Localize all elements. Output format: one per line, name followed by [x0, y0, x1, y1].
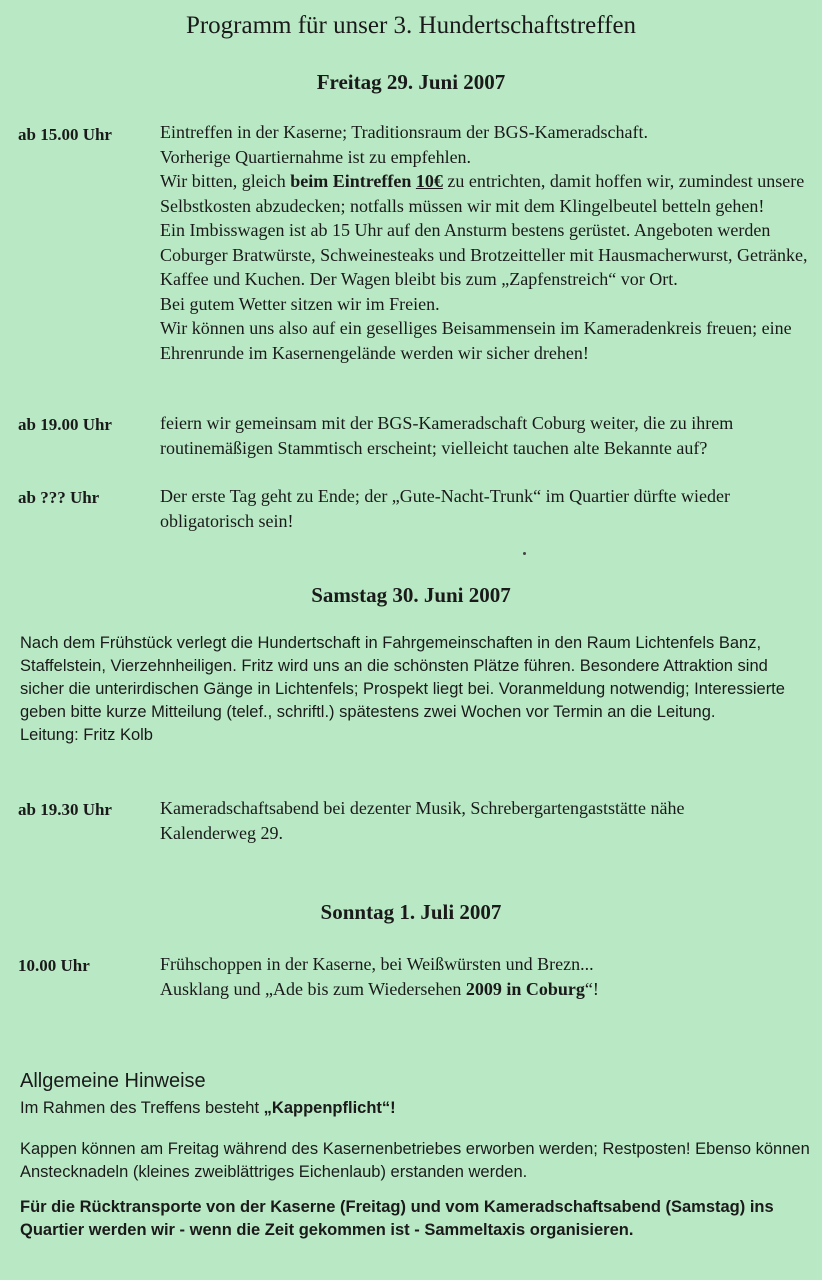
- sunday-heading: Sonntag 1. Juli 2007: [320, 900, 502, 924]
- saturday-entry: Kameradschaftsabend bei dezenter Musik, Schrebergartengaststätte nähe Kalenderweg 29.: [160, 798, 685, 843]
- friday-entry-1-line5: Bei gutem Wetter sitzen wir im Freien.: [160, 293, 440, 314]
- friday-time-2: ab 19.00 Uhr: [18, 415, 112, 434]
- friday-entry-1-line2: Vorherige Quartiernahme ist zu empfehlen.: [160, 146, 472, 167]
- friday-entry-1-line1: Eintreffen in der Kaserne; Traditionsraum der BGS-Kameradschaft.: [160, 122, 649, 142]
- friday-fee-text: [160, 169, 820, 218]
- fee-amount: 10€: [415, 171, 443, 191]
- page-title: Programm für unser 3. Hundertschaftstreffen: [185, 12, 637, 39]
- friday-entry-2: feiern wir gemeinsam mit der BGS-Kameradschaft Coburg weiter, die zu ihrem routinemäßigen Stammtisch erscheint; vielleicht tauchen alte Bekannte auf?: [160, 413, 734, 458]
- sunday-entry: [160, 952, 820, 1001]
- saturday-text: Nach dem Frühstück verlegt die Hundertschaft in Fahrgemeinschaften in den Raum Lichtenfels Banz, Staffelstein, Vierzehnheiligen. Fritz wird uns an die schönsten Plätze führen. Besondere Attraktion sind sicher die unterirdischen Gänge in Lichtenfels; Prospekt liegt bei. Voranmeldung notwendig; Interessierte geben bitte kurze Mitteilung (telef., schriftl.) spätestens zwei Wochen vor Termin an die Leitung.: [20, 634, 785, 721]
- sunday-line2-bold: 2009 in Coburg: [465, 978, 585, 999]
- friday-entry-1-line4: Ein Imbisswagen ist ab 15 Uhr auf den Ansturm bestens gerüstet. Angeboten werden Coburger Bratwürste, Schweinesteaks und Brotzeitteller mit Hausmacherwurst, Getränke, Kaffee und Kuchen. Der Wagen bleibt bis zum „Zapfenstreich“ vor Ort.: [160, 220, 808, 289]
- friday-entry-1-line6: Wir können uns also auf ein geselliges Beisammensein im Kameradenkreis freuen; eine Ehrenrunde im Kasernengelände werden wir sicher drehen!: [160, 318, 792, 363]
- friday-entry-3: Der erste Tag geht zu Ende; der „Gute-Nacht-Trunk“ im Quartier dürfte wieder obligatorisch sein!: [160, 486, 731, 531]
- hinweise-line1: [20, 1097, 815, 1120]
- friday-time-3: ab ??? Uhr: [18, 488, 100, 507]
- kappenpflicht-text: [20, 1097, 815, 1120]
- saturday-leitung: Leitung: Fritz Kolb: [20, 726, 153, 744]
- hinweise-para2: Kappen können am Freitag während des Kasernenbetriebes erworben werden; Restposten! Ebenso können Anstecknadeln (kleines zweiblättriges Eichenlaub) erstanden werden.: [20, 1140, 810, 1181]
- saturday-paragraph: [20, 632, 815, 747]
- friday-time-1: ab 15.00 Uhr: [18, 125, 112, 144]
- sunday-time: 10.00 Uhr: [18, 956, 90, 975]
- hinweise-title: Allgemeine Hinweise: [20, 1070, 206, 1092]
- saturday-time: ab 19.30 Uhr: [18, 800, 112, 819]
- fee-bold: beim Eintreffen: [290, 171, 416, 191]
- stray-dot: [523, 552, 526, 555]
- hinweise-line1-pre: Im Rahmen des Treffens besteht: [20, 1099, 264, 1117]
- saturday-heading: Samstag 30. Juni 2007: [311, 583, 511, 607]
- hinweise-para3: Für die Rücktransporte von der Kaserne (Freitag) und vom Kameradschaftsabend (Samstag) ins Quartier werden wir - wenn die Zeit gekommen ist - Sammeltaxis organisieren.: [20, 1198, 774, 1239]
- fee-pre: Wir bitten, gleich: [160, 171, 291, 191]
- friday-entry-1: [160, 120, 820, 365]
- sunday-line2-pre: Ausklang und „Ade bis zum Wiedersehen: [160, 978, 466, 999]
- friday-heading: Freitag 29. Juni 2007: [316, 70, 506, 94]
- hinweise-line1-bold: „Kappenpflicht“!: [263, 1099, 396, 1117]
- sunday-line2-post: “!: [584, 978, 599, 999]
- sunday-line2: [160, 977, 820, 1002]
- fee-post: zu entrichten, damit hoffen wir, zumindest unsere Selbstkosten abzudecken; notfalls müssen wir mit dem Klingelbeutel betteln gehen!: [160, 171, 805, 216]
- sunday-line1: Frühschoppen in der Kaserne, bei Weißwürsten und Brezn...: [160, 954, 594, 974]
